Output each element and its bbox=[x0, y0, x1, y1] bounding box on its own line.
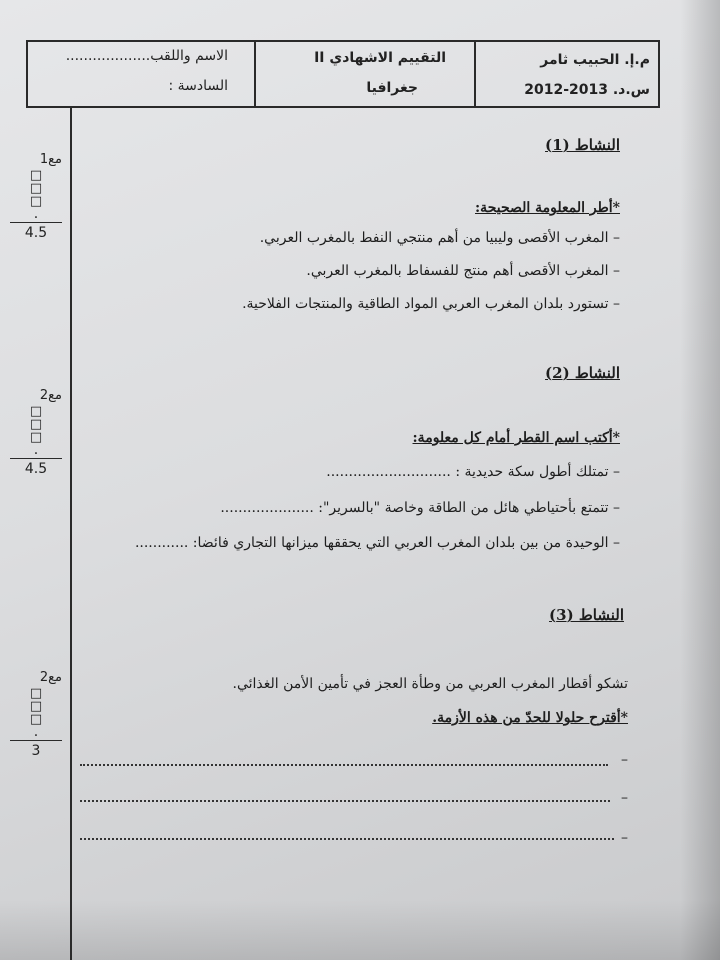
score-dot: . bbox=[33, 442, 39, 458]
score-rule bbox=[10, 458, 62, 459]
criterion-code: مع2 bbox=[39, 670, 62, 685]
margin-line bbox=[70, 108, 72, 960]
score-rule bbox=[10, 740, 62, 741]
criterion-code: مع2 bbox=[39, 388, 62, 403]
activity-2-item-3[interactable]: – الوحيدة من بين بلدان المغرب العربي التي يحققها ميزانها التجاري فائضا: ............ bbox=[134, 535, 620, 551]
answer-line-3[interactable] bbox=[80, 838, 614, 840]
score-value: 3 bbox=[31, 743, 41, 759]
activity-3-title: النشاط (3) bbox=[549, 606, 624, 624]
school-year: س.د. 2013-2012 bbox=[524, 82, 650, 98]
activity-1-item-3[interactable]: – تستورد بلدان المغرب العربي المواد الطاقية والمنتجات الفلاحية. bbox=[242, 296, 620, 312]
activity-2-item-2[interactable]: – تتمتع بأحتياطي هائل من الطاقة وخاصة "بالسرير": ..................... bbox=[220, 500, 620, 516]
header-divider-2 bbox=[474, 42, 476, 106]
evaluation-title: التقييم الاشهادي II bbox=[314, 50, 446, 66]
activity-2-instruction: *أكتب اسم القطر أمام كل معلومة: bbox=[412, 430, 620, 446]
answer-line-1[interactable] bbox=[80, 764, 608, 766]
activity-3-answer-dash-1: – bbox=[621, 752, 628, 768]
answer-line-2[interactable] bbox=[80, 800, 610, 802]
activity-1-title: النشاط (1) bbox=[545, 136, 620, 154]
activity-1-instruction: *أطر المعلومة الصحيحة: bbox=[475, 200, 620, 216]
name-field[interactable]: الاسم واللقب................... bbox=[65, 48, 228, 64]
page-shadow-right bbox=[680, 0, 720, 960]
page-shadow-bottom bbox=[0, 900, 720, 960]
header-table bbox=[26, 40, 660, 108]
activity-3-answer-dash-2: – bbox=[621, 790, 628, 806]
score-dot: . bbox=[33, 724, 39, 740]
header-divider-1 bbox=[254, 42, 256, 106]
score-box-2 bbox=[10, 388, 62, 477]
score-rule bbox=[10, 222, 62, 223]
checkbox-icons: □ □ □ bbox=[29, 686, 43, 727]
activity-3-answer-dash-3: – bbox=[621, 830, 628, 846]
score-dot: . bbox=[33, 206, 39, 222]
checkbox-icons: □ □ □ bbox=[29, 404, 43, 445]
teacher-name: م.إ. الحبيب ثامر bbox=[540, 52, 650, 68]
score-box-1 bbox=[10, 152, 62, 241]
activity-2-item-1[interactable]: – تمتلك أطول سكة حديدية : ............................ bbox=[326, 464, 620, 480]
activity-3-statement: تشكو أقطار المغرب العربي من وطأة العجز في تأمين الأمن الغذائي. bbox=[232, 676, 628, 692]
checkbox-icons: □ □ □ bbox=[29, 168, 43, 209]
score-box-3 bbox=[10, 670, 62, 759]
activity-1-item-2[interactable]: – المغرب الأقصى أهم منتج للفسفاط بالمغرب العربي. bbox=[306, 263, 620, 279]
subject-name: جغرافيا bbox=[366, 80, 418, 96]
score-value: 4.5 bbox=[24, 225, 48, 241]
activity-3-instruction: *أقترح حلولا للحدّ من هذه الأزمة. bbox=[432, 710, 628, 726]
criterion-code: مع1 bbox=[39, 152, 62, 167]
activity-1-item-1[interactable]: – المغرب الأقصى وليبيا من أهم منتجي النفط بالمغرب العربي. bbox=[259, 230, 620, 246]
score-value: 4.5 bbox=[24, 461, 48, 477]
activity-2-title: النشاط (2) bbox=[545, 364, 620, 382]
class-field[interactable]: السادسة : bbox=[168, 78, 228, 94]
